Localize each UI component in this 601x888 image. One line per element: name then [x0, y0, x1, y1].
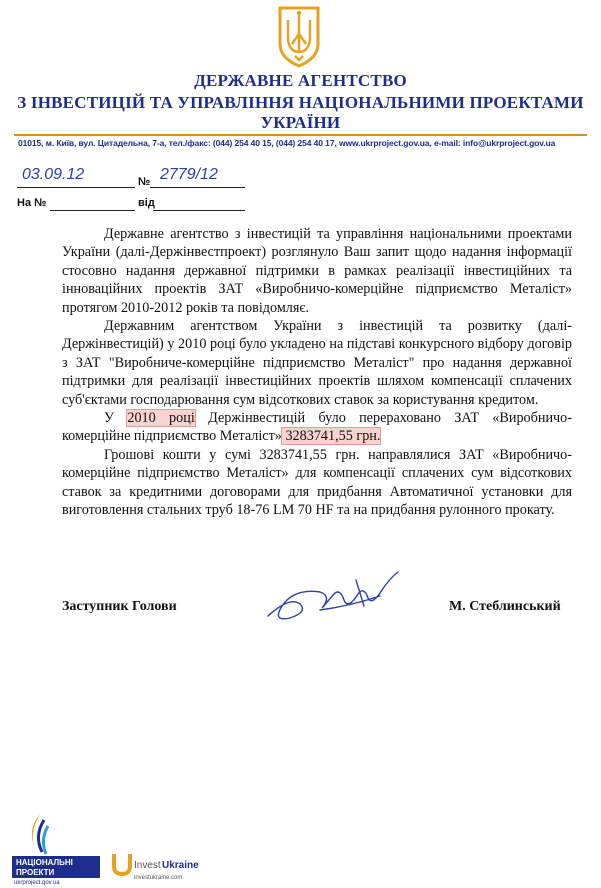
logo-url: ukrproject.gov.ua — [14, 880, 60, 885]
national-projects-logo — [10, 810, 102, 885]
highlight-year: 2010 році — [127, 410, 195, 427]
agency-name-line3: УКРАЇНИ — [260, 113, 341, 132]
letter-body — [62, 225, 572, 520]
date-underline — [17, 187, 135, 188]
number-label: № — [138, 176, 151, 188]
reply-date-underline — [153, 210, 245, 211]
signatory-name: М. Стеблинський — [449, 599, 561, 614]
from-label: від — [138, 197, 155, 209]
reply-to-label: На № — [17, 197, 47, 209]
paragraph-1: Державне агентство з інвестицій та управління національними проектами України (далі-Держінвестпроект) розглянуло Ваш запит щодо надання інформації стосовно надання державної підтримки в рамках реалізації інвестиційних та інноваційних проектів ЗАТ «Виробничо-комерційне підприємство Металіст» протягом 2010-2012 років та повідомляє. — [62, 226, 572, 316]
contact-info: 01015, м. Київ, вул. Цитадельна, 7-а, тел./факс: (044) 254 40 15, (044) 254 40 17, www.ukrproject.gov.ua, e-mail: info@ukrproject.gov.ua — [18, 138, 556, 148]
paragraph-2: Державним агентством України з інвестицій та розвитку (далі-Держінвестицій) у 2010 році було укладено на підставі конкурсного відбору договір з ЗАТ "Виробниче-комерційне підприємство Металіст" про надання державної підтримки для реалізації інвестиційних проектів шляхом компенсації сплачених суб'єктами господарювання сум відсоткових ставок за користування кредитом. — [62, 318, 572, 408]
paragraph-4: Грошові кошти у сумі 3283741,55 грн. направлялися ЗАТ «Виробничо-комерційне підприємство Металіст» для компенсації сплачених сум відсоткових ставок за кредитними договорами для придбання Автоматичної установки для виготовлення стальних труб 18-76 LM 70 HF та на придбання рулонного прокату. — [62, 446, 572, 519]
logo2-text-a: Invest — [134, 860, 161, 871]
number-underline — [150, 187, 245, 188]
paragraph-3: У 2010 році Держінвестицій було перераховано ЗАТ «Виробничо-комерційне підприємство Металіст» 3283741,55 грн. — [62, 410, 572, 445]
agency-name-line2: З ІНВЕСТИЦІЙ ТА УПРАВЛІННЯ НАЦІОНАЛЬНИМИ ПРОЕКТАМИ — [17, 93, 584, 112]
logo2-text-b: Ukraine — [162, 860, 199, 871]
header-divider — [14, 134, 587, 136]
highlight-amount: 3283741,55 грн. — [281, 428, 381, 445]
invest-ukraine-logo — [110, 848, 200, 882]
logo2-url: investukraine.com — [134, 875, 183, 881]
logo-text-line1: НАЦІОНАЛЬНІ — [16, 858, 73, 867]
agency-name-line1: ДЕРЖАВНЕ АГЕНТСТВО — [194, 71, 407, 90]
logo-text-line2: ПРОЕКТИ — [16, 868, 55, 877]
signatory-title: Заступник Голови — [62, 599, 177, 614]
registration-number: 2779/12 — [160, 166, 218, 183]
coat-of-arms-icon — [276, 4, 322, 68]
reply-number-underline — [50, 210, 135, 211]
registration-date: 03.09.12 — [22, 166, 85, 183]
handwritten-signature — [260, 566, 410, 628]
